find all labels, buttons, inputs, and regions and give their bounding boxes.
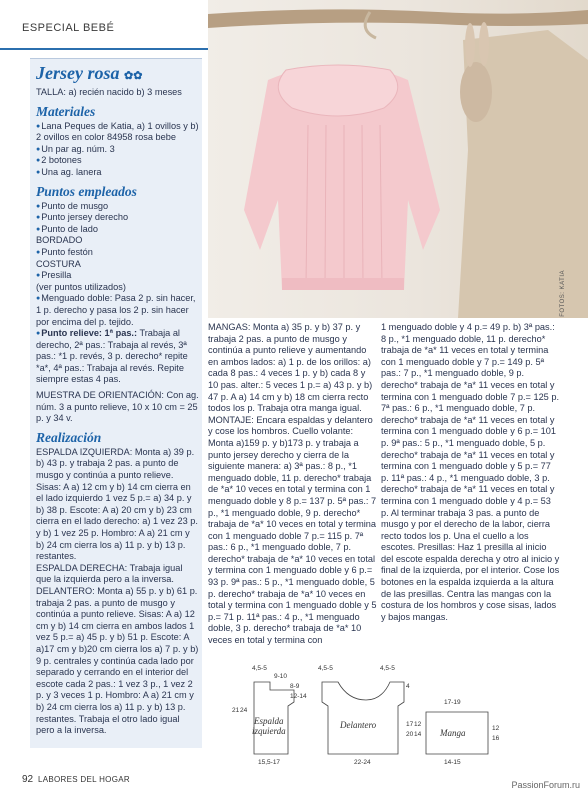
magazine-name: LABORES DEL HOGAR — [38, 775, 130, 784]
photo-illustration — [208, 0, 588, 318]
manga-label: Manga — [440, 728, 466, 738]
svg-text:16: 16 — [492, 735, 500, 742]
text-column-right — [381, 322, 561, 623]
paragraph: DELANTERO: Monta a) 55 p. y b) 61 p. trabaja 2 pas. a punto de musgo y continúa a punto relieve. Sisas: A a) 12 cm y b) 14 cm cierra en ambos lados 1 vez 5 p.= a) 45 p. y b) 51 p. Escote: A a)17 cm y b)20 cm cierra los a) 7 p. y b) 9 p. centrales y continúa cada lado por separado y cerrando en el interior del escote cada 2 pas.: 1 vez 3 p., 1 vez 2 p. y 3 veces 1 p. Hombro: A a) 21 cm y b) 24 cm cierra los a) 11 p. y b) 13 p. restantes. Trabaja el otro lado igual pero a la inversa. — [36, 585, 199, 736]
svg-text:4,5-5: 4,5-5 — [380, 665, 395, 672]
list-item: ● Punto de musgo — [36, 201, 199, 213]
list-item: (ver puntos utilizados) — [36, 281, 126, 292]
svg-text:9-10: 9-10 — [274, 673, 288, 680]
list-item: BORDADO — [36, 235, 83, 246]
branch — [208, 9, 588, 28]
svg-text:17-19: 17-19 — [444, 699, 461, 706]
svg-text:17: 17 — [406, 721, 414, 728]
bunny-ear-left — [465, 23, 475, 67]
list-item: ● Punto de lado — [36, 224, 199, 236]
paragraph: ESPALDA IZQUIERDA: Monta a) 39 p. b) 43 p. y trabaja 2 pas. a punto de musgo y continúa a punto relieve. Sisas: A a) 12 cm y b) 14 cm cierra en el lado izquierdo 1 vez 5 p.= a) 34 p. y b) 38 p. Escote: A a) 20 cm y b) 23 cm cierra en el lado derecho: a) 1 vez 23 p. y b) 1 vez 25 p. Hombro: A a) 21 cm y b) 24 cm cierra los a) 11 p. y b) 13 p. restantes. — [36, 446, 198, 562]
svg-text:4,5-5: 4,5-5 — [318, 665, 333, 672]
list-item: ● Punto festón — [36, 247, 199, 259]
list-item: ● 2 botones — [36, 155, 199, 167]
espalda-label: Espalda — [254, 716, 284, 726]
header-rule — [0, 48, 208, 50]
sidebar-column — [36, 62, 199, 737]
list-item: ● Un par ag. núm. 3 — [36, 144, 199, 156]
delantero-shape — [322, 682, 404, 754]
puntos-heading: Puntos empleados — [36, 183, 137, 199]
text-column-middle — [208, 322, 378, 647]
svg-text:4,5-5: 4,5-5 — [252, 665, 267, 672]
page-footer — [0, 772, 588, 800]
delantero-label: Delantero — [340, 720, 377, 730]
site-watermark: PassionForum.ru — [511, 780, 580, 790]
svg-text:14: 14 — [414, 731, 422, 738]
svg-text:12: 12 — [492, 725, 500, 732]
list-item: ● Punto jersey derecho — [36, 212, 199, 224]
paragraph: MANGAS: Monta a) 35 p. y b) 37 p. y trabaja 2 pas. a punto de musgo y continúa a punto relieve y aumentando en ambos lados: a) 1 p. de los orillos: a) cada 8 pas.: 4 veces 1 p. y b) cada 8 y 10 pas. alter.: 5 veces 1 p.= a) 43 p. y b) 47 p. A a) 14 cm y b) 18 cm cierra recto todos los p. Trabaja otra manga igual. MONTAJE: Encara espaldas y delantero y cose los hombros. Cuello volante: Monta a)159 p. y b)173 p. y trabaja a punto jersey derecho y cierra de la siguiente manera: a) 3ª pas.: 8 p., *1 menguado doble, 11 p. derecho* trabaja de *a* 10 veces en total y termina con 1 menguado doble y 8 p.= 137 p. 5ª pas.: 7 p., *1 menguado doble, 9 p. derecho* trabaja de *a* 10 veces en total y termina con 1 menguado doble 7 p.= 115 p. 7ª pas.: 6 p., *1 menguado doble, 7 p. derecho* trabaja de *a* 10 veces en total y termina con 1 menguado doble y 6 p.= 93 p. 9ª pas.: 5 p., *1 menguado doble, 5 p. derecho* trabaja de *a* 10 veces en total y termina con 1 menguado doble y 5 p.= 71 p. 11ª pas.: 4 p., *1 menguado doble, 3 p. derecho* trabaja de *a* 10 veces en total y termina con — [208, 322, 377, 646]
muestra-text: MUESTRA DE ORIENTACIÓN: Con ag. núm. 3 a punto relieve, 10 x 10 cm = 25 p. y 34 v. — [36, 390, 199, 424]
svg-text:14-15: 14-15 — [444, 759, 461, 766]
list-item: ● Una ag. lanera — [36, 167, 199, 179]
svg-text:12: 12 — [414, 721, 422, 728]
paragraph: 1 menguado doble y 4 p.= 49 p. b) 3ª pas.: 8 p., *1 menguado doble, 11 p. derecho* trabaja de *a* 11 veces en total y termina con 1 menguado doble y 7 p.= 149 p. 5ª pas.: 7 p., *1 menguado doble, 9 p. derecho* trabaja de *a* 11 veces en total y termina con 1 menguado doble 7 p.= 125 p. 7ª pas.: 6 p., *1 menguado doble, 7 p. derecho* trabaja de *a* 11 veces en total y termina con 1 menguado doble y 6 p.= 101 p. 9ª pas.: 5 p., *1 menguado doble, 5 p. derecho* trabaja de *a* 11 veces en total y termina con 1 menguado doble y 5 p.= 77 p. 11ª pas.: 4 p., *1 menguado doble, 3 p. derecho* trabaja de *a* 11 veces en total y termina con 1 menguado doble y 4 p.= 53 p. Al terminar trabaja 3 pas. a punto de musgo y por el derecho de la labor, cierra recto todos los p. Una el cuello a los escotes. Presillas: Haz 1 presilla al inicio del escote espalda derecha y otro al inicio y final de la izquierda, por el interior. Cose los botones en la espalda izquierda a la altura de las presillas. Centra las mangas con la costura de los hombros y cose sisas, lados y bajos mangas. — [381, 322, 560, 622]
list-item: ● Lana Peques de Katia, a) 1 ovillos y b) 2 ovillos en color 84958 rosa bebe — [36, 121, 199, 144]
ruffle-collar — [278, 65, 397, 116]
realizacion-heading: Realización — [36, 429, 102, 445]
bunny-head — [460, 62, 492, 122]
difficulty-icon: ✿✿ — [124, 70, 143, 82]
svg-text:24: 24 — [240, 707, 248, 714]
materiales-heading: Materiales — [36, 103, 96, 119]
list-item: COSTURA — [36, 258, 81, 269]
list-item: ● Presilla — [36, 270, 199, 282]
espalda-label-2: izquierda — [252, 726, 286, 736]
svg-text:15,5-17: 15,5-17 — [258, 759, 281, 766]
svg-text:21: 21 — [232, 707, 240, 714]
hem-band — [282, 278, 404, 290]
svg-text:4: 4 — [406, 683, 410, 690]
page-number: 92 — [22, 774, 34, 785]
talla-text: TALLA: a) recién nacido b) 3 meses — [36, 87, 182, 97]
garment-photo — [208, 0, 588, 318]
bunny-ear-right — [479, 22, 489, 66]
photo-credit: FOTOS: KATIA — [560, 270, 566, 317]
pattern-schematic — [230, 660, 580, 768]
section-title: ESPECIAL BEBÉ — [22, 22, 115, 34]
schematic-drawing — [230, 660, 580, 768]
svg-text:8-9: 8-9 — [290, 683, 300, 690]
svg-text:12-14: 12-14 — [290, 693, 307, 700]
pattern-title: Jersey rosa ✿✿ — [36, 63, 143, 83]
svg-text:22-24: 22-24 — [354, 759, 371, 766]
svg-text:20: 20 — [406, 731, 414, 738]
menguado-text: ● Menguado doble: Pasa 2 p. sin hacer, 1 p. derecho y pasa los 2 p. sin hacer por encima del p. tejido. — [36, 293, 199, 328]
paragraph: ESPALDA DERECHA: Trabaja igual que la izquierda pero a la inversa. — [36, 562, 183, 585]
relieve-text: ● Punto relieve: 1ª pas.: Trabaja al derecho, 2ª pas.: Trabaja al revés, 3ª pas.: *1 p. revés, 3 p. derecho* repite *a*, 4ª pas.: Trabaja al revés. Repite siempre estas 4 pas. — [36, 328, 199, 386]
